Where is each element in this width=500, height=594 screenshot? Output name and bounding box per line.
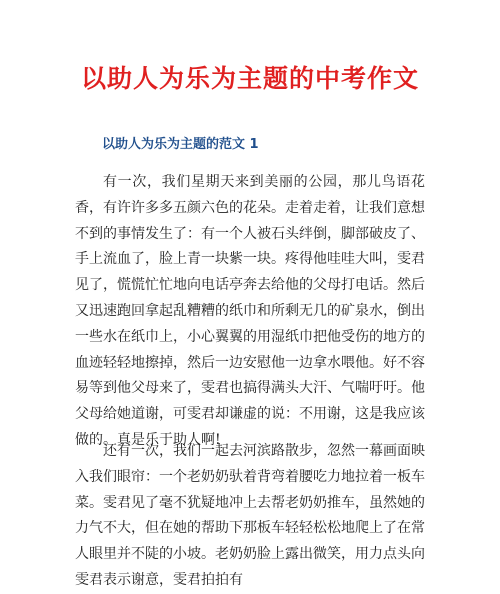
body-paragraph: 有一次，我们星期天来到美丽的公园，那儿鸟语花香，有许许多多五颜六色的花朵。走着走着，让我们意想不到的事情发生了：有一个人被石头绊倒，脚部破皮了、手上流血了，脸上青一块紫一块。疼得他哇哇大叫，雯君见了，慌慌忙忙地向电话亭奔去给他的父母打电话。然后又迅速跑回拿起乱糟糟的纸巾和所剩无几的矿泉水，倒出一些水在纸巾上，小心翼翼的用湿纸巾把他受伤的地方的血迹轻轻地擦掉，然后一边安慰他一边拿水喂他。好不容易等到他父母来了，雯君也搞得满头大汗、气喘吁吁。他父母给她道谢，可雯君却谦虚的说：不用谢，这是我应该做的。真是乐于助人啊!	[75, 174, 425, 448]
body-paragraph: 还有一次，我们一起去河滨路散步，忽然一幕画面映入我们眼帘：一个老奶奶驮着背弯着腰吃力地拉着一板车菜。雯君见了毫不犹疑地冲上去帮老奶奶推车，虽然她的力气不大，但在她的帮助下那板车轻轻松松地爬上了在常人眼里并不陡的小坡。老奶奶脸上露出微笑，用力点头向雯君表示谢意，雯君拍拍有	[75, 443, 425, 588]
section-heading: 以助人为乐为主题的范文 1	[102, 137, 259, 152]
document-title: 以助人为乐为主题的中考作文	[80, 64, 419, 93]
